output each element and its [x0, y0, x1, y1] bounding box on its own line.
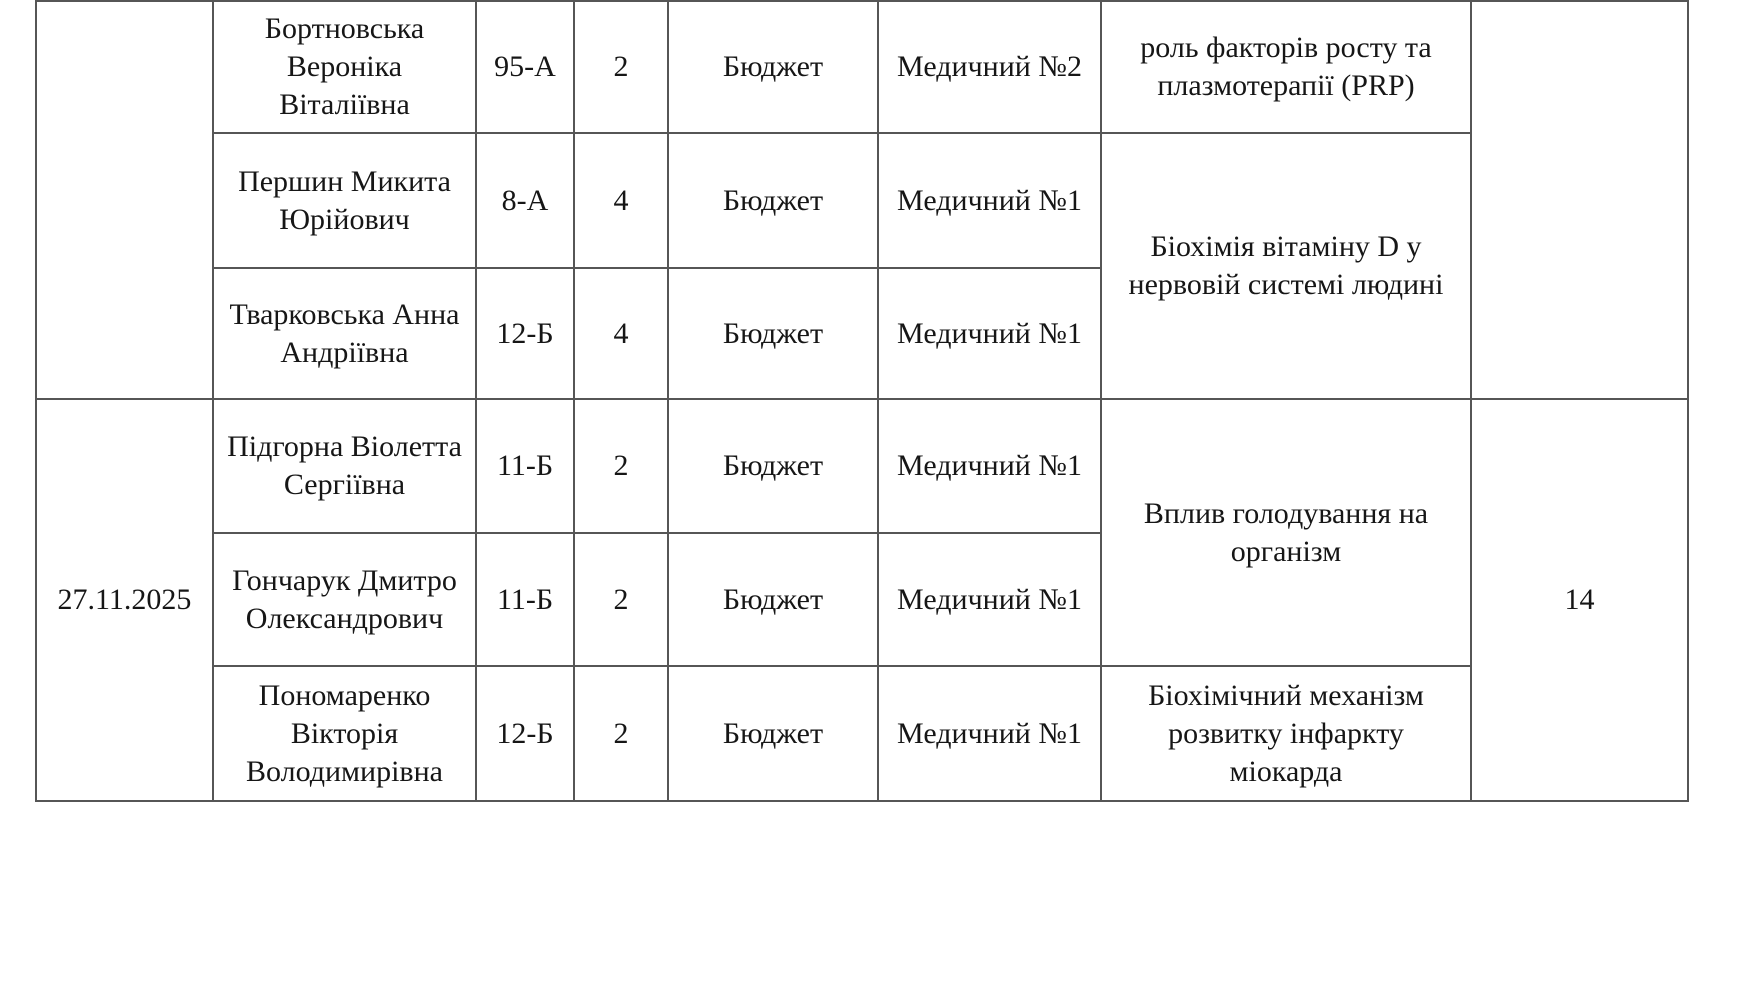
cell-course-2: 4 [574, 133, 668, 268]
cell-department-5: Медичний №1 [878, 533, 1101, 666]
cell-funding-3: Бюджет [668, 268, 878, 399]
table-row [36, 399, 1688, 533]
cell-course-4: 2 [574, 399, 668, 533]
cell-department-4: Медичний №1 [878, 399, 1101, 533]
schedule-table [35, 0, 1689, 802]
cell-date-group1 [36, 1, 213, 399]
cell-group-5: 11-Б [476, 533, 574, 666]
table-row [36, 133, 1688, 268]
cell-topic-1: роль факторів росту та плазмотерапії (PRP) [1101, 1, 1471, 133]
cell-group-4: 11-Б [476, 399, 574, 533]
cell-group-6: 12-Б [476, 666, 574, 801]
cell-group-3: 12-Б [476, 268, 574, 399]
cell-funding-5: Бюджет [668, 533, 878, 666]
cell-course-1: 2 [574, 1, 668, 133]
cell-student-name-3: Тварковська Анна Андріївна [213, 268, 476, 399]
cell-topic-4-5: Вплив голодування на організм [1101, 399, 1471, 666]
cell-funding-4: Бюджет [668, 399, 878, 533]
cell-funding-1: Бюджет [668, 1, 878, 133]
cell-course-3: 4 [574, 268, 668, 399]
cell-student-name-5: Гончарук Дмитро Олександрович [213, 533, 476, 666]
cell-department-6: Медичний №1 [878, 666, 1101, 801]
cell-student-name-1: Бортновська Вероніка Віталіївна [213, 1, 476, 133]
cell-student-name-2: Першин Микита Юрійович [213, 133, 476, 268]
cell-date-group2: 27.11.2025 [36, 399, 213, 801]
cell-group-2: 8-А [476, 133, 574, 268]
cell-group-1: 95-А [476, 1, 574, 133]
cell-student-name-6: Пономаренко Вікторія Володимирівна [213, 666, 476, 801]
cell-funding-2: Бюджет [668, 133, 878, 268]
cell-department-2: Медичний №1 [878, 133, 1101, 268]
cell-topic-2-3: Біохімія вітаміну D у нервовій системі людині [1101, 133, 1471, 399]
table-row [36, 666, 1688, 801]
cell-funding-6: Бюджет [668, 666, 878, 801]
cell-topic-6: Біохімічний механізм розвитку інфаркту міокарда [1101, 666, 1471, 801]
cell-course-6: 2 [574, 666, 668, 801]
cell-course-5: 2 [574, 533, 668, 666]
cell-department-1: Медичний №2 [878, 1, 1101, 133]
table-row [36, 1, 1688, 133]
cell-department-3: Медичний №1 [878, 268, 1101, 399]
cell-student-name-4: Підгорна Віолетта Сергіївна [213, 399, 476, 533]
cell-total-group1 [1471, 1, 1688, 399]
cell-total-group2: 14 [1471, 399, 1688, 801]
